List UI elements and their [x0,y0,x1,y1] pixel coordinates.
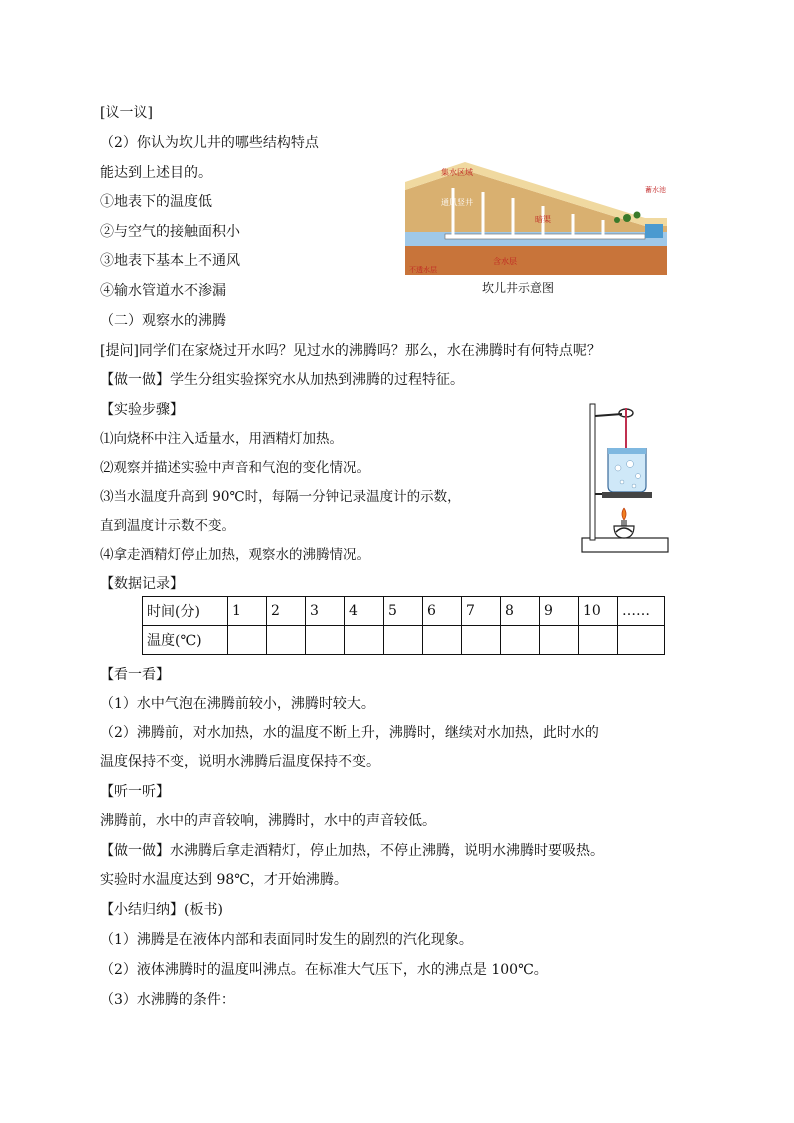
do-line: 【做一做】学生分组实验探究水从加热到沸腾的过程特征。 [100,372,464,388]
listen-title: 【听一听】 [100,784,170,800]
look-1: （1）水中气泡在沸腾前较小，沸腾时较大。 [100,696,375,712]
step-3-cont: 直到温度计示数不变。 [100,518,235,534]
table-cell: 6 [423,597,462,626]
option-2: ②与空气的接触面积小 [100,224,240,240]
table-cell [501,626,540,655]
table-cell [618,626,665,655]
ask-line: [提问]同学们在家烧过开水吗？见过水的沸腾吗？那么，水在沸腾时有何特点呢？ [100,343,601,359]
discuss-title: [议一议] [100,105,153,121]
summary-3: （3）水沸腾的条件： [100,992,235,1008]
table-cell [228,626,267,655]
step-1: ⑴向烧杯中注入适量水，用酒精灯加热。 [100,431,343,447]
option-3: ③地表下基本上不通风 [100,253,240,269]
step-3: ⑶当水温度升高到 90℃时，每隔一分钟记录温度计的示数， [100,489,461,505]
question-2-line2: 能达到上述目的。 [100,165,212,181]
label-aquifer: 含水层 [493,257,517,266]
table-cell [384,626,423,655]
listen-text: 沸腾前，水中的声音较响，沸腾时，水中的声音较低。 [100,813,436,829]
table-cell [423,626,462,655]
section-2-title: （二）观察水的沸腾 [100,313,226,329]
label-collect: 集水区域 [441,168,473,177]
table-cell: 8 [501,597,540,626]
table-cell [579,626,618,655]
karez-caption: 坎儿井示意图 [482,281,555,295]
label-shaft: 通风竖井 [441,198,473,207]
table-cell: 9 [540,597,579,626]
table-cell: 7 [462,597,501,626]
row-header-time: 时间(分) [143,597,228,626]
table-cell: 1 [228,597,267,626]
label-reservoir: 蓄水池 [645,186,666,194]
table-cell: 5 [384,597,423,626]
step-2: ⑵观察并描述实验中声音和气泡的变化情况。 [100,460,370,476]
summary-2: （2）液体沸腾时的温度叫沸点。在标准大气压下，水的沸点是 100℃。 [100,962,548,978]
table-cell [267,626,306,655]
option-1: ①地表下的温度低 [100,194,212,210]
look-title: 【看一看】 [100,667,170,683]
table-cell [540,626,579,655]
data-title: 【数据记录】 [100,576,184,592]
question-2-line1: （2）你认为坎儿井的哪些结构特点 [100,135,319,151]
summary-title: 【小结归纳】(板书) [100,902,223,918]
data-record-table [142,596,665,655]
summary-1: （1）沸腾是在液体内部和表面同时发生的剧烈的汽化现象。 [100,932,473,948]
row-header-temp: 温度(℃) [143,626,228,655]
look-2b: 温度保持不变，说明水沸腾后温度保持不变。 [100,754,380,770]
table-cell [306,626,345,655]
option-4: ④输水管道水不渗漏 [100,283,226,299]
table-cell [345,626,384,655]
do2-line2: 实验时水温度达到 98℃，才开始沸腾。 [100,872,348,888]
label-channel: 暗渠 [535,215,551,224]
karez-diagram [405,160,675,295]
label-impermeable: 不透水层 [409,266,437,274]
table-cell: 2 [267,597,306,626]
table-cell: 10 [579,597,618,626]
table-cell: …… [618,597,665,626]
look-2a: （2）沸腾前，对水加热，水的温度不断上升，沸腾时，继续对水加热，此时水的 [100,725,599,741]
step-4: ⑷拿走酒精灯停止加热，观察水的沸腾情况。 [100,547,370,563]
table-cell [462,626,501,655]
table-cell: 3 [306,597,345,626]
boiling-apparatus-illustration [578,398,670,556]
table-row [143,626,665,655]
table-cell: 4 [345,597,384,626]
do2-line: 【做一做】水沸腾后拿走酒精灯，停止加热，不停止沸腾，说明水沸腾时要吸热。 [100,843,604,859]
table-row [143,597,665,626]
steps-title: 【实验步骤】 [100,402,184,418]
